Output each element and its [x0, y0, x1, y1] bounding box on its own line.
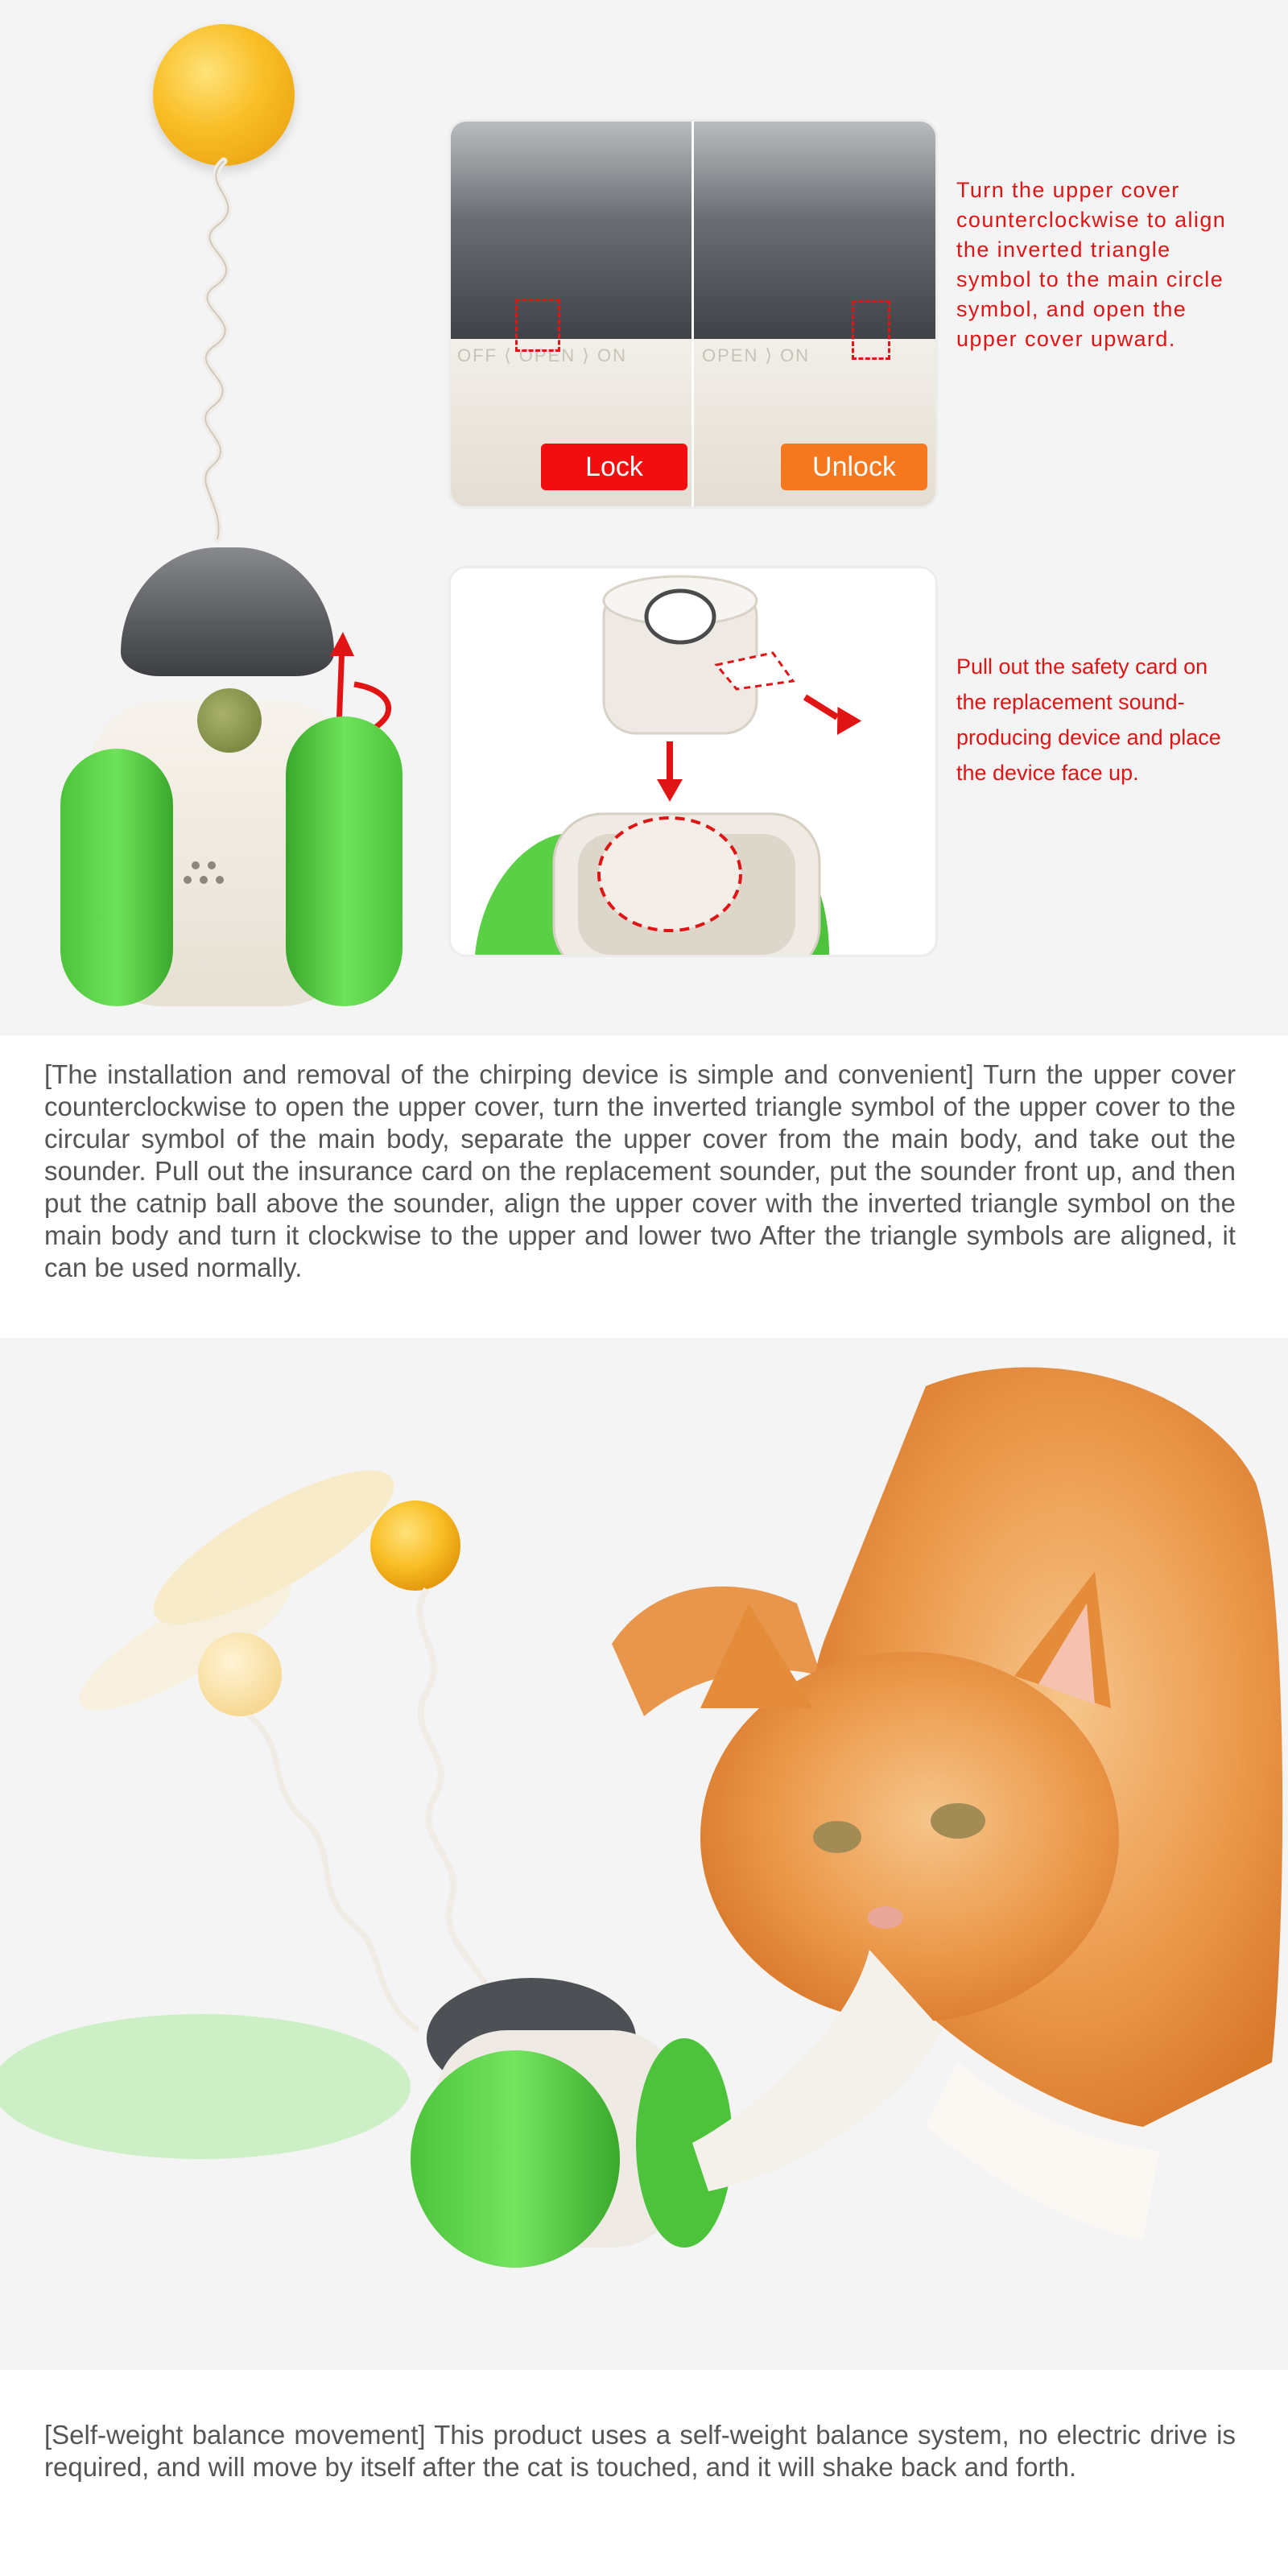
cover-closeup-left [451, 122, 692, 339]
step2-caption: Pull out the safety card on the replacement sound-producing device and place the device face up. [956, 654, 1221, 785]
lock-label: Lock [541, 444, 687, 490]
step1-caption: Turn the upper cover counterclockwise to align the inverted triangle symbol to the main circle symbol, and open the upper cover upward. [956, 178, 1227, 351]
speaker-hole [208, 861, 216, 869]
cover-closeup-right [694, 122, 935, 339]
engraving-text-right: OPEN ⟩ ON [702, 345, 811, 365]
unlock-label: Unlock [781, 444, 927, 490]
speaker-hole [184, 876, 192, 884]
balance-paragraph: [Self-weight balance movement] This product uses a self-weight balance system, no electric drive is required, and will move by itself after the cat is touched, and it will shake back and forth. [44, 2420, 1236, 2482]
circle-marker-highlight [852, 300, 890, 360]
instruction-section [0, 0, 1288, 1035]
sounder-illustration [451, 568, 935, 955]
engraving-text-left: OFF ⟨ OPEN ⟩ ON [457, 345, 627, 365]
cat-play-section [0, 1338, 1288, 2370]
right-wheel-image [286, 716, 402, 1006]
sounder-replacement-photo [448, 566, 938, 957]
cat-playing-with-toy-image [0, 1338, 1288, 2370]
left-wheel-image [60, 749, 173, 1006]
spring-wire-image [121, 153, 298, 555]
speaker-hole [200, 876, 208, 884]
lock-unlock-photo [448, 119, 938, 509]
installation-paragraph: [The installation and removal of the chirping device is simple and convenient] Turn the upper cover counterclockwise to open the upper cover, turn the inverted triangle symbol of the upper cover to the circular symbol of the main body, separate the upper cover from the main body, and take out the sounder. Pull out the insurance card on the replacement sounder, put the sounder front up, and then put the catnip ball above the sounder, align the upper cover with the inverted triangle symbol on the main body and turn it clockwise to the upper and lower two After the triangle symbols are aligned, it can be used normally. [44, 1059, 1236, 1282]
triangle-marker-highlight [515, 299, 560, 352]
speaker-hole [216, 876, 224, 884]
catnip-ball-image [197, 688, 262, 753]
speaker-hole [192, 861, 200, 869]
yellow-ball-image [153, 24, 295, 166]
